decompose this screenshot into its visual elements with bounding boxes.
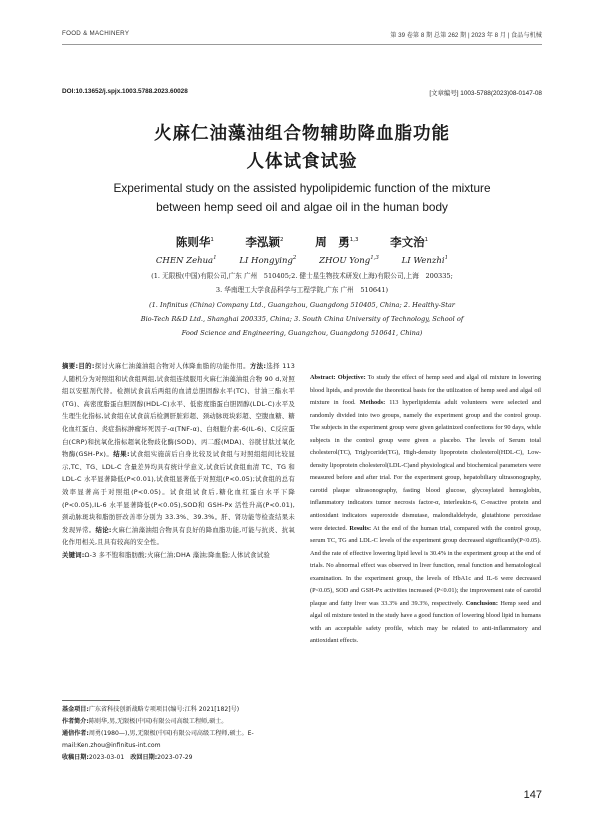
- author-cn: 周 勇$^{1,3}$: [315, 235, 359, 249]
- doi: DOI:10.13652/j.spjx.1003.5788.2023.60028: [62, 88, 188, 95]
- affiliation-en-3: Food Science and Engineering, Guangzhou, Guangdong 510641, China): [181, 329, 423, 337]
- title-cn-line2: 人体试食试验: [246, 152, 358, 172]
- title-en-line1: Experimental study on the assisted hypolipidemic function of the mixture: [113, 181, 491, 195]
- affiliation-cn-2: 3. 华南理工大学食品科学与工程学院,广东 广州 510641): [215, 286, 389, 294]
- author-en: CHEN Zehua$^1$: [155, 255, 217, 266]
- footnote-rule: [62, 700, 120, 701]
- article-number: [文章编号] 1003-5788(2023)08-0147-08: [429, 90, 542, 97]
- title-cn-line1: 火麻仁油藻油组合物辅助降血脂功能: [154, 124, 450, 144]
- author-en: LI Wenzhi$^1$: [401, 255, 449, 266]
- author-cn: 李文治$^1$: [390, 235, 429, 249]
- issue-info-header: 第 39 卷第 8 期 总第 262 期 | 2023 年 8 月 | 食品与机械: [390, 32, 542, 39]
- authors-cn: [0, 234, 604, 250]
- author-en: LI Hongying$^2$: [239, 255, 297, 266]
- footnote: 基金项目:广东省科技创新战略专项项目(编号:江科 2021[182]号) 作者简介:陈则华,男,无限极(中国)有限公司高级工程师,硕士。 通信作者:周勇(1980—),男,无限极(中国)有限公司高级工程师,硕士。E-mail:Ken.zhou@infinitus-int.com 收稿日期:2023-03-01 改回日期:2023-07-29: [62, 706, 254, 761]
- abstract-en: Abstract: Objective: To study the effect of hemp seed and algal oil mixture in lowering blood lipids, and provide the theoretical basis for the utilization of hemp seed and algal oil mixture in food. Methods: 113 hyperlipidemia adult volunteers were selected and randomly divided into two groups, namely the experiment group and the control group. The subjects in the experiment group were given gelatinized confections for 90 days, while subjects in the control group were given a placebo. The levels of Serum total cholesterol(TC), Triglyceride(TG), High-density lipoprotein cholesterol(HDL-C), Low-density lipoprotein cholesterol(LDL-C)and physiological and biochemical parameters were measured before and after trial. For the experiment group, hepatobiliary ultrasonography, carotid plaque ultrasonography, fasting blood glucose, glycosylated hemoglobin, inflammatory indicators tumor necrosis factor-α, interleukin-6, C-reactive protein and antioxidant indicators superoxide dismutase, malondialdehyde, glutathione peroxidase were detected. Results: At the end of the human trial, compared with the control group, serum TC, TG and LDL-C levels of the experiment group decreased significantly(P<0.05). And the rate of effective lowering lipid level is 30.4% in the experiment group at the end of trials. No abnormal effect was observed in liver function, renal function and hematological examination. In the experiment group, the levels of HbA1c and IL-6 were decreased (P<0.05), SOD and GSH-Px activities increased (P<0.01); the improvement rate of carotid plaque and fatty liver was 33.3% and 39.3%, respectively. Conclusion: Hemp seed and algal oil mixture tested in the study have a good function of lowering blood lipid in humans with an acceptable safety profile, which may be related to anti-inflammatory and antioxidant effects.: [310, 374, 542, 645]
- author-en: ZHOU Yong$^{1,3}$: [319, 255, 379, 266]
- header-rule: [62, 44, 542, 45]
- affiliation-en-1: (1. Infinitus (China) Company Ltd., Guangzhou, Guangdong 510405, China; 2. Healthy-Star: [149, 301, 455, 309]
- abstract-cn: 摘要:目的:探讨火麻仁油藻油组合物对人体降血脂的功能作用。方法:选择 113 人随机分为对照组和试食组两组,试食组连续服用火麻仁油藻油组合物 90 d,对照组以安慰剂代替。检测试食前后两组的血清总胆固醇水平(TC)、甘油三酯水平(TG)、高密度脂蛋白胆固醇(HDL-C)水平、低密度脂蛋白胆固醇(LDL-C)水平及生理生化指标,试食组在试食前后检测肝脏彩超、颈动脉斑块彩超、空腹血糖、糖化血红蛋白、炎症指标肿瘤坏死因子-α(TNF-α)、白细胞介素-6(IL-6)、C反应蛋白(CRP)和抗氧化指标超氧化物歧化酶(SOD)、丙二醛(MDA)、谷胱甘肽过氧化物酶(GSH-Px)。结果:试食组实施前后自身比较及试食组与对照组组间比较显示,TC、TG、LDL-C 含量差异均具有统计学意义,试食后试食组血清 TC、TG 和 LDL-C 水平显著降低(P<0.01),试食组显著低于对照组(P<0.05);试食组的总有效率显著高于对照组(P<0.05)。试食组试食后,糖化血红蛋白水平下降(P<0.05),IL-6 水平显著降低(P<0.05),SOD和 GSH-Px 活性升高(P<0.01),颈动脉斑块和脂肪肝改善率分别为 33.3%、39.3%。肝、肾功能等检查结果未发现异常。结论:火麻仁油藻油组合物具有良好的降血脂功能,可能与抗炎、抗氧化作用相关,且具有较高的安全性。 关键词:Ω-3 多不饱和脂肪酸;火麻仁油;DHA 藻油;降血脂;人体试食试验: [62, 362, 296, 559]
- page-number: 147: [523, 789, 542, 801]
- affiliation-en-2: Bio-Tech R&D Ltd., Shanghai 200335, China; 3. South China University of Technology, School of: [140, 315, 464, 323]
- journal-name-header: FOOD & MACHINERY: [62, 30, 130, 37]
- author-cn: 李泓颖$^2$: [245, 235, 284, 249]
- affiliation-cn-1: (1. 无限极(中国)有限公司,广东 广州 510405;2. 健士星生物技术研发(上海)有限公司,上海 200335;: [151, 272, 453, 280]
- title-en-line2: between hemp seed oil and algae oil in the human body: [156, 200, 448, 214]
- authors-en: [0, 255, 604, 266]
- author-cn: 陈则华$^1$: [175, 235, 214, 249]
- keywords: Ω-3 多不饱和脂肪酸;火麻仁油;DHA 藻油;降血脂;人体试食试验: [84, 550, 270, 559]
